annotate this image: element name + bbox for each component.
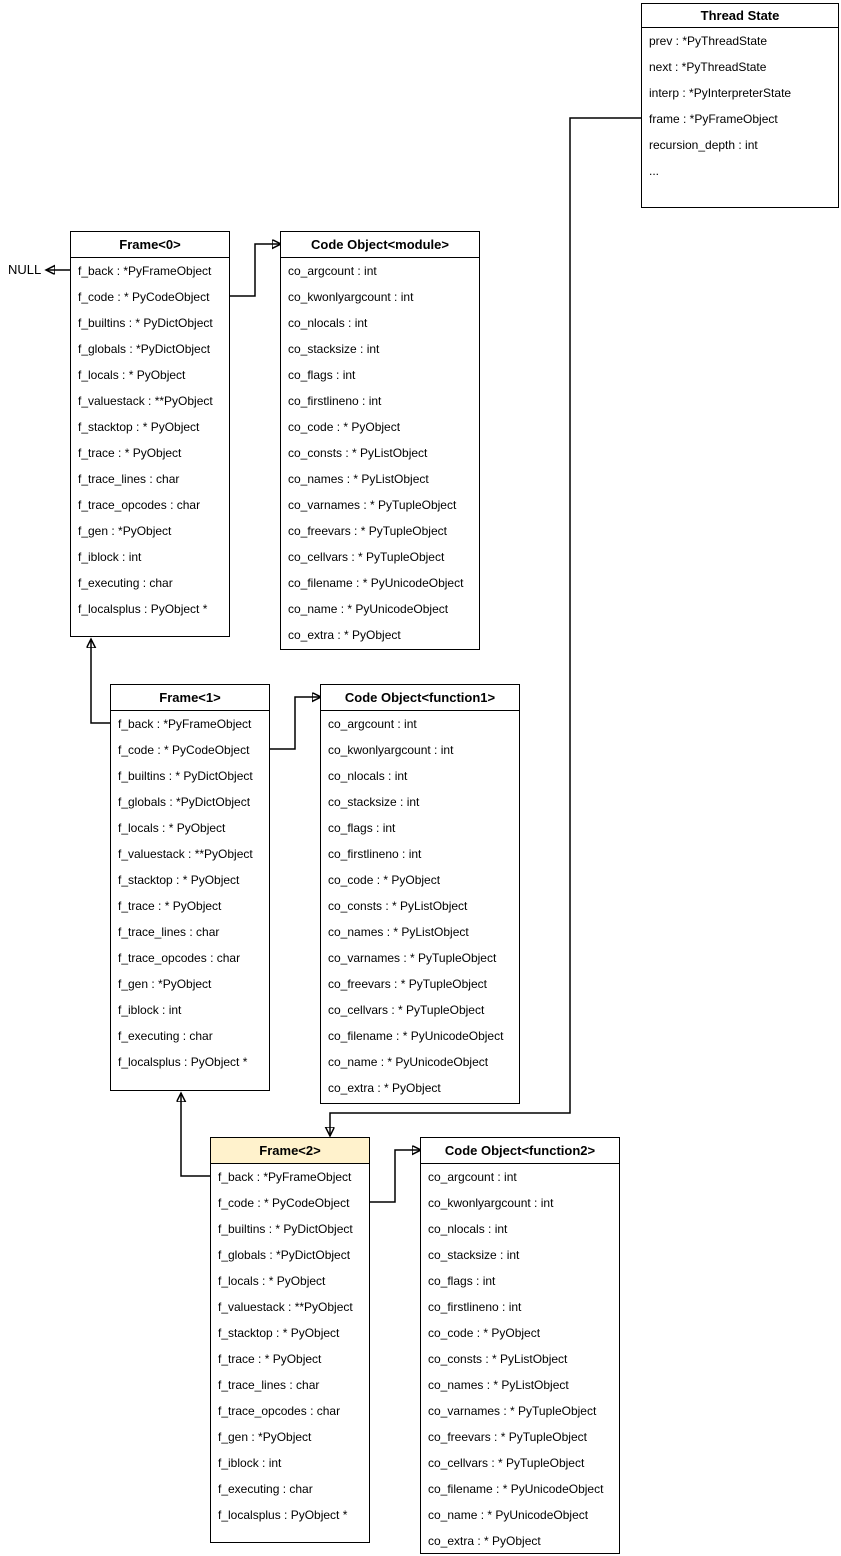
frame0-box — [70, 231, 230, 637]
field-row: co_argcount : int — [428, 1170, 517, 1184]
field-row: f_globals : *PyDictObject — [118, 795, 251, 809]
field-row: interp : *PyInterpreterState — [649, 86, 792, 100]
field-row: f_stacktop : * PyObject — [118, 873, 240, 887]
frame1-box — [110, 684, 270, 1091]
field-row: f_trace_opcodes : char — [78, 498, 201, 512]
field-row: co_consts : * PyListObject — [288, 446, 428, 460]
field-row: co_filename : * PyUnicodeObject — [428, 1482, 604, 1496]
connector-frame2-fback-to-frame1 — [181, 1093, 210, 1176]
field-row: co_varnames : * PyTupleObject — [328, 951, 497, 965]
field-row: co_flags : int — [288, 368, 356, 382]
field-row: co_names : * PyListObject — [288, 472, 429, 486]
field-row: f_gen : *PyObject — [218, 1430, 312, 1444]
field-row: co_name : * PyUnicodeObject — [428, 1508, 589, 1522]
field-row: co_nlocals : int — [288, 316, 368, 330]
field-row: f_builtins : * PyDictObject — [78, 316, 213, 330]
field-row: co_stacksize : int — [288, 342, 380, 356]
field-row: f_valuestack : **PyObject — [78, 394, 213, 408]
code-object-function1-box — [320, 684, 520, 1104]
field-row: co_nlocals : int — [328, 769, 408, 783]
field-row: f_stacktop : * PyObject — [218, 1326, 340, 1340]
field-row: f_trace_opcodes : char — [118, 951, 241, 965]
code-object-function2-fields — [421, 1164, 619, 1554]
frame0-title: Frame<0> — [71, 232, 229, 258]
field-row: f_locals : * PyObject — [218, 1274, 326, 1288]
field-row: co_extra : * PyObject — [288, 628, 401, 642]
field-row: co_kwonlyargcount : int — [288, 290, 414, 304]
field-row: recursion_depth : int — [649, 138, 758, 152]
connector-frame0-fcode-to-code-module — [230, 244, 281, 296]
frame2-fields — [211, 1164, 369, 1528]
field-row: f_iblock : int — [218, 1456, 282, 1470]
field-row: co_extra : * PyObject — [428, 1534, 541, 1548]
field-row: f_back : *PyFrameObject — [218, 1170, 352, 1184]
field-row: co_stacksize : int — [328, 795, 420, 809]
field-row: co_flags : int — [328, 821, 396, 835]
field-row: co_varnames : * PyTupleObject — [428, 1404, 597, 1418]
field-row: co_freevars : * PyTupleObject — [428, 1430, 587, 1444]
field-row: f_gen : *PyObject — [118, 977, 212, 991]
code-object-module-box — [280, 231, 480, 650]
field-row: f_globals : *PyDictObject — [78, 342, 211, 356]
connector-frame2-fcode-to-code-function2 — [370, 1150, 421, 1202]
code-object-module-fields — [281, 258, 479, 648]
field-row: f_globals : *PyDictObject — [218, 1248, 351, 1262]
field-row: co_firstlineno : int — [428, 1300, 522, 1314]
thread-state-fields — [642, 28, 838, 184]
field-row: co_argcount : int — [288, 264, 377, 278]
field-row: f_localsplus : PyObject * — [118, 1055, 248, 1069]
frame0-fields — [71, 258, 229, 622]
field-row: co_varnames : * PyTupleObject — [288, 498, 457, 512]
field-row: f_back : *PyFrameObject — [78, 264, 212, 278]
field-row: f_iblock : int — [118, 1003, 182, 1017]
field-row: f_trace_opcodes : char — [218, 1404, 341, 1418]
thread-state-box — [641, 3, 839, 208]
code-object-function1-title: Code Object<function1> — [321, 685, 519, 711]
field-row: f_builtins : * PyDictObject — [118, 769, 253, 783]
field-row: next : *PyThreadState — [649, 60, 767, 74]
field-row: f_executing : char — [118, 1029, 213, 1043]
field-row: co_consts : * PyListObject — [328, 899, 468, 913]
field-row: f_valuestack : **PyObject — [218, 1300, 353, 1314]
field-row: co_filename : * PyUnicodeObject — [288, 576, 464, 590]
field-row: f_locals : * PyObject — [78, 368, 186, 382]
frame2-title: Frame<2> — [211, 1138, 369, 1164]
field-row: co_cellvars : * PyTupleObject — [328, 1003, 485, 1017]
field-row: f_locals : * PyObject — [118, 821, 226, 835]
frame2-box — [210, 1137, 370, 1543]
code-object-function1-fields — [321, 711, 519, 1101]
connector-frame1-fcode-to-code-function1 — [270, 697, 321, 749]
field-row: co_freevars : * PyTupleObject — [328, 977, 487, 991]
code-object-function2-title: Code Object<function2> — [421, 1138, 619, 1164]
field-row: co_freevars : * PyTupleObject — [288, 524, 447, 538]
field-row: co_consts : * PyListObject — [428, 1352, 568, 1366]
field-row: co_argcount : int — [328, 717, 417, 731]
field-row: f_localsplus : PyObject * — [218, 1508, 348, 1522]
field-row: co_names : * PyListObject — [428, 1378, 569, 1392]
field-row: co_cellvars : * PyTupleObject — [428, 1456, 585, 1470]
field-row: co_flags : int — [428, 1274, 496, 1288]
field-row: f_code : * PyCodeObject — [118, 743, 250, 757]
field-row: f_trace_lines : char — [78, 472, 180, 486]
field-row: co_code : * PyObject — [428, 1326, 541, 1340]
field-row: f_trace_lines : char — [118, 925, 220, 939]
field-row: ... — [649, 164, 660, 178]
frame1-title: Frame<1> — [111, 685, 269, 711]
field-row: co_cellvars : * PyTupleObject — [288, 550, 445, 564]
field-row: f_stacktop : * PyObject — [78, 420, 200, 434]
field-row: f_code : * PyCodeObject — [78, 290, 210, 304]
field-row: f_trace : * PyObject — [218, 1352, 322, 1366]
null-label: NULL — [8, 262, 42, 277]
field-row: frame : *PyFrameObject — [649, 112, 778, 126]
field-row: co_firstlineno : int — [288, 394, 382, 408]
field-row: f_executing : char — [78, 576, 173, 590]
field-row: f_executing : char — [218, 1482, 313, 1496]
field-row: co_extra : * PyObject — [328, 1081, 441, 1095]
field-row: co_firstlineno : int — [328, 847, 422, 861]
field-row: f_trace_lines : char — [218, 1378, 320, 1392]
field-row: co_stacksize : int — [428, 1248, 520, 1262]
field-row: co_nlocals : int — [428, 1222, 508, 1236]
field-row: f_code : * PyCodeObject — [218, 1196, 350, 1210]
code-object-function2-box — [420, 1137, 620, 1554]
field-row: co_filename : * PyUnicodeObject — [328, 1029, 504, 1043]
field-row: f_valuestack : **PyObject — [118, 847, 253, 861]
frame1-fields — [111, 711, 269, 1075]
code-object-module-title: Code Object<module> — [281, 232, 479, 258]
field-row: co_name : * PyUnicodeObject — [288, 602, 449, 616]
connector-frame1-fback-to-frame0 — [91, 639, 111, 723]
field-row: co_code : * PyObject — [288, 420, 401, 434]
field-row: f_iblock : int — [78, 550, 142, 564]
field-row: f_trace : * PyObject — [118, 899, 222, 913]
field-row: co_kwonlyargcount : int — [428, 1196, 554, 1210]
thread-state-title: Thread State — [642, 4, 838, 28]
field-row: f_builtins : * PyDictObject — [218, 1222, 353, 1236]
field-row: f_gen : *PyObject — [78, 524, 172, 538]
field-row: co_kwonlyargcount : int — [328, 743, 454, 757]
field-row: f_back : *PyFrameObject — [118, 717, 252, 731]
field-row: f_trace : * PyObject — [78, 446, 182, 460]
field-row: f_localsplus : PyObject * — [78, 602, 208, 616]
field-row: co_name : * PyUnicodeObject — [328, 1055, 489, 1069]
field-row: co_names : * PyListObject — [328, 925, 469, 939]
field-row: prev : *PyThreadState — [649, 34, 768, 48]
field-row: co_code : * PyObject — [328, 873, 441, 887]
